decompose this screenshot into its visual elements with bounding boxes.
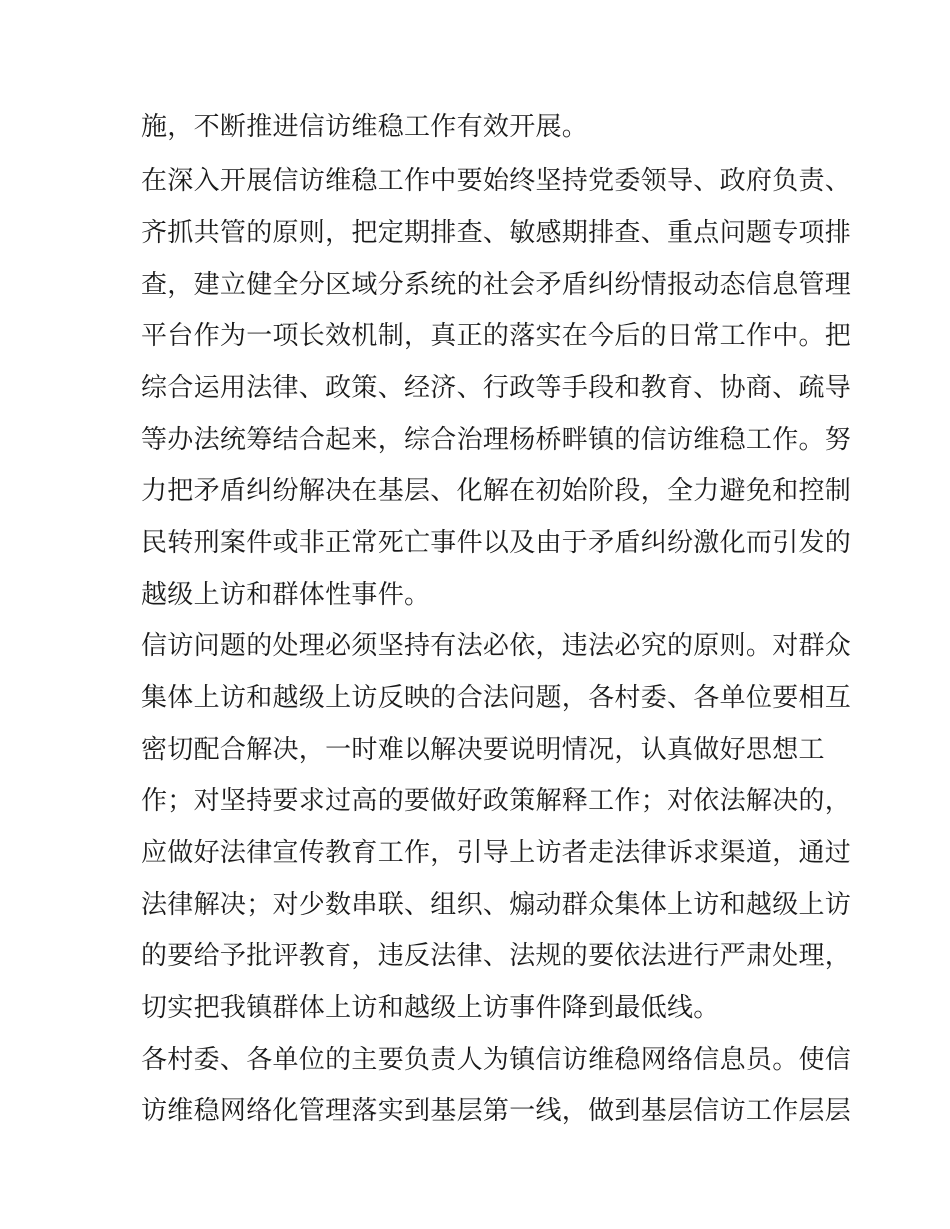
text-line: 力把矛盾纠纷解决在基层、化解在初始阶段，全力避免和控制 [141,476,852,506]
text-line: 切实把我镇群体上访和越级上访事件降到最低线。 [141,993,720,1023]
text-line: 的要给予批评教育，违反法律、法规的要依法进行严肃处理， [141,941,852,971]
text-line: 越级上访和群体性事件。 [141,580,431,610]
text-line: 综合运用法律、政策、经济、行政等手段和教育、协商、疏导 [141,373,852,403]
text-line: 访维稳网络化管理落实到基层第一线，做到基层信访工作层层 [141,1096,852,1126]
text-line: 密切配合解决，一时难以解决要说明情况，认真做好思想工 [141,735,825,765]
text-line: 齐抓共管的原则，把定期排查、敏感期排查、重点问题专项排 [141,218,852,248]
text-line: 集体上访和越级上访反映的合法问题，各村委、各单位要相互 [141,683,852,713]
text-line: 平台作为一项长效机制，真正的落实在今后的日常工作中。把 [141,321,852,351]
text-line: 在深入开展信访维稳工作中要始终坚持党委领导、政府负责、 [141,166,852,196]
text-line: 信访问题的处理必须坚持有法必依，违法必究的原则。对群众 [141,631,852,661]
text-line: 应做好法律宣传教育工作，引导上访者走法律诉求渠道，通过 [141,838,852,868]
text-line: 民转刑案件或非正常死亡事件以及由于矛盾纠纷激化而引发的 [141,528,852,558]
text-line: 等办法统筹结合起来，综合治理杨桥畔镇的信访维稳工作。努 [141,425,852,455]
text-line: 查，建立健全分区域分系统的社会矛盾纠纷情报动态信息管理 [141,270,852,300]
text-line: 施，不断推进信访维稳工作有效开展。 [141,112,589,142]
text-line: 各村委、各单位的主要负责人为镇信访维稳网络信息员。使信 [141,1045,852,1075]
text-line: 作；对坚持要求过高的要做好政策解释工作；对依法解决的， [141,786,852,816]
text-line: 法律解决；对少数串联、组织、煽动群众集体上访和越级上访 [141,890,852,920]
